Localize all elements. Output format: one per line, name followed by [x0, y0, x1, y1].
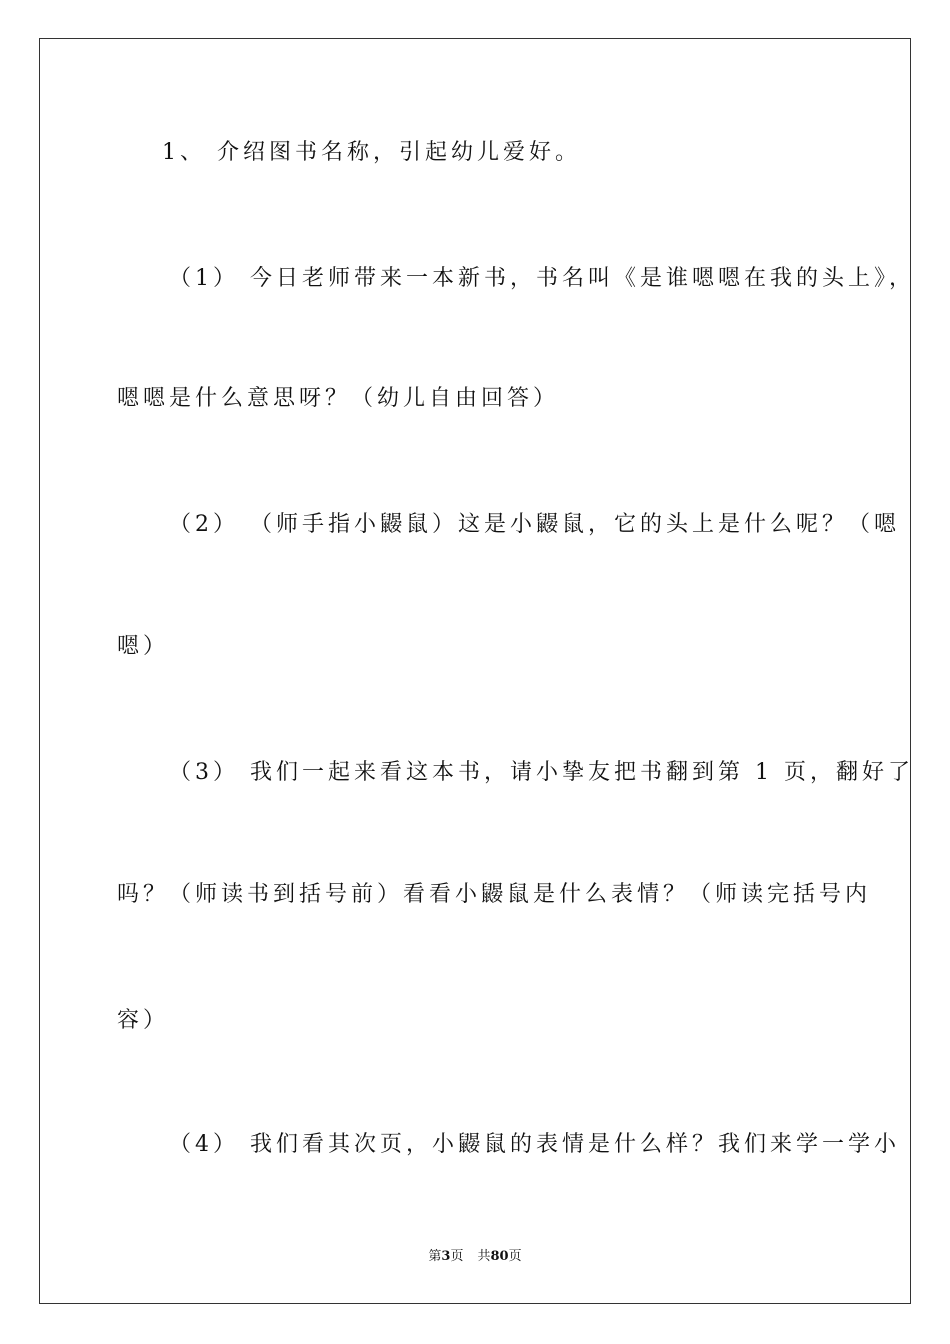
text-line-3: 嗯嗯是什么意思呀？（幼儿自由回答）: [117, 386, 560, 411]
text-line-8: 容）: [117, 1008, 170, 1033]
page-footer: [0, 1248, 950, 1266]
text-line-2: （1） 今日老师带来一本新书，书名叫《是谁嗯嗯在我的头上》，: [169, 266, 915, 291]
text-line-4: （2） （师手指小鼹鼠）这是小鼹鼠，它的头上是什么呢？（嗯: [169, 512, 900, 537]
text-line-9: （4） 我们看其次页，小鼹鼠的表情是什么样？我们来学一学小: [169, 1132, 900, 1157]
text-line-1: 1、 介绍图书名称，引起幼儿爱好。: [162, 140, 581, 165]
footer-total-pages: 80: [490, 1249, 509, 1264]
text-line-6: （3） 我们一起来看这本书，请小挚友把书翻到第 1 页，翻好了: [169, 760, 914, 785]
text-line-5: 嗯）: [117, 634, 170, 659]
footer-total-suffix: 页: [508, 1249, 522, 1264]
page-border: [39, 38, 911, 1304]
footer-page-suffix: 页: [450, 1249, 464, 1264]
footer-page-number: 3: [441, 1249, 451, 1264]
footer-page-prefix: 第: [428, 1249, 442, 1264]
text-line-7: 吗？（师读书到括号前）看看小鼹鼠是什么表情？（师读完括号内: [117, 882, 872, 907]
footer-total-prefix: 共: [477, 1249, 491, 1264]
